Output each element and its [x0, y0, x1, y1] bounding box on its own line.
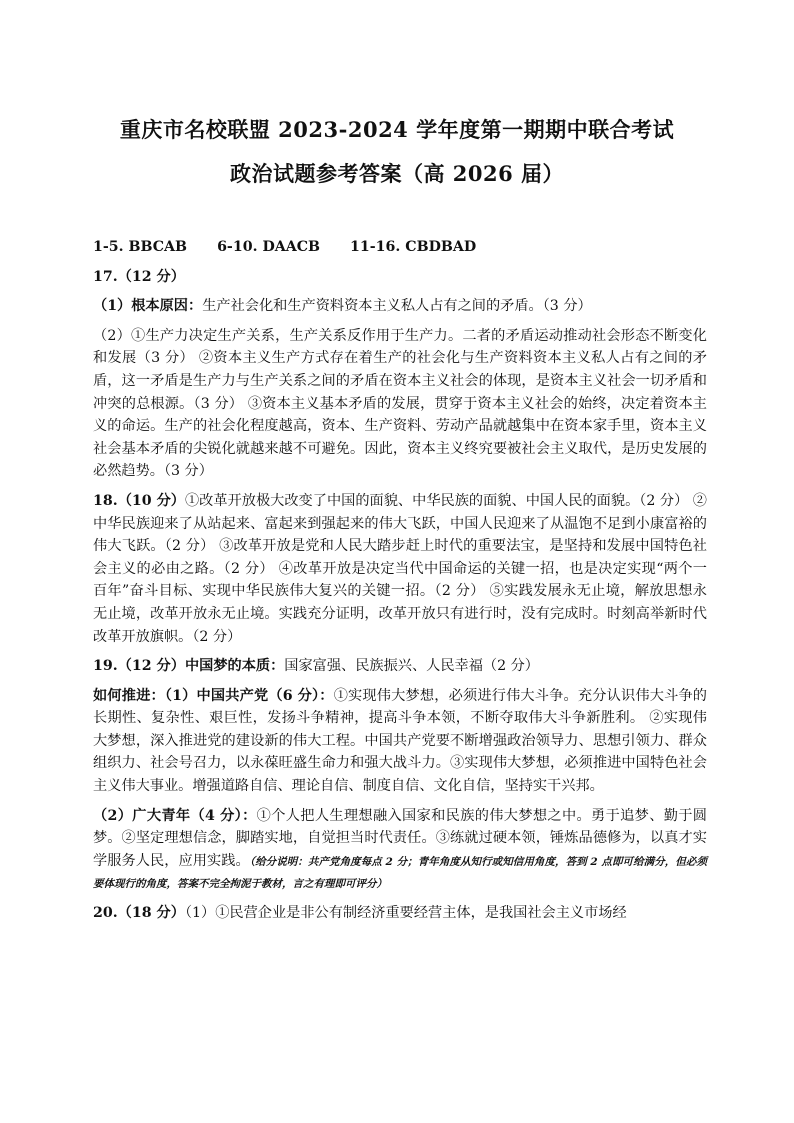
mc-answer-group: 1-5. BBCAB — [93, 239, 188, 255]
q18-header: 18.（10 分） — [93, 492, 185, 509]
q19-how-text: ①实现伟大梦想，必须进行伟大斗争。充分认识伟大斗争的长期性、复杂性、艰巨性，发扬斗争精神，提高斗争本领，不断夺取伟大斗争新胜利。 ②实现伟大梦想，深入推进党的建设新的伟大工程。中国共产党要不断增强政治领导力、思想引领力、群众组织力、社会号召力，以永葆旺盛生命力和强大战斗力。③实现伟大梦想，必须推进中国特色社会主义伟大事业。增强道路自信、理论自信、制度自信、文化自信，坚持实干兴邦。 — [93, 687, 707, 795]
page-title: 重庆市名校联盟 2023-2024 学年度第一期期中联合考试 — [119, 117, 675, 142]
q19-youth — [93, 805, 707, 895]
q20-answer — [93, 902, 707, 925]
q19-essence-label: 中国梦的本质： — [184, 658, 285, 675]
q19-essence-text: 国家富强、民族振兴、人民幸福（2 分） — [284, 658, 539, 675]
multiple-choice-answers — [93, 236, 707, 259]
mc-answer-group: 6-10. DAACB — [217, 239, 321, 255]
q19-scoring-note: （给分说明：共产党角度每点 2 分；青年角度从知行或知信用角度，答到 2 点即可给满分，但必须要体现行的角度，答案不完全拘泥于教材，言之有理即可评分） — [93, 855, 707, 891]
mc-answer-group: 11-16. CBDBAD — [350, 239, 477, 255]
q19-how-label: 如何推进：（1）中国共产党（6 分）： — [93, 687, 334, 704]
q17-header: 17.（12 分） — [93, 268, 185, 285]
q17-part2: （2）①生产力决定生产关系，生产关系反作用于生产力。二者的矛盾运动推动社会形态不断变化和发展（3 分） ②资本主义生产方式存在着生产的社会化与生产资料资本主义私人占有之间的矛盾，这一矛盾是生产力与生产关系之间的矛盾在资本主义社会的体现，是资本主义社会一切矛盾和冲突的总根源。（3 分） ③资本主义基本矛盾的发展，贯穿于资本主义社会的始终，决定着资本主义的命运。生产的社会化程度越高，资本、生产资料、劳动产品就越集中在资本家手里，资本主义社会基本矛盾的尖锐化就越来越不可避免。因此，资本主义终究要被社会主义取代，是历史发展的必然趋势。（3 分） — [93, 327, 707, 480]
q20-text: （1）①民营企业是非公有制经济重要经营主体，是我国社会主义市场经 — [184, 905, 627, 922]
q19-how — [93, 685, 707, 798]
q20-header: 20.（18 分） — [93, 905, 185, 922]
q19-essence — [93, 655, 707, 678]
q18-answer — [93, 490, 707, 648]
q17-part1 — [93, 295, 707, 318]
page-subtitle: 政治试题参考答案（高 2026 届） — [229, 161, 565, 186]
q19-youth-text: ①个人把人生理想融入国家和民族的伟大梦想之中。勇于追梦、勤于圆梦。②坚定理想信念，脚踏实地，自觉担当时代责任。③练就过硬本领，锤炼品德修为，以真才实学服务人民，应用实践。 — [93, 807, 707, 869]
q18-text: ①改革开放极大改变了中国的面貌、中华民族的面貌、中国人民的面貌。（2 分） ②中华民族迎来了从站起来、富起来到强起来的伟大飞跃，中国人民迎来了从温饱不足到小康富裕的伟大飞跃。（2 分） ③改革开放是党和人民大踏步赶上时代的重要法宝，是坚持和发展中国特色社会主义的必由之路。（2 分） ④改革开放是决定当代中国命运的关键一招，也是决定实现“两个一百年”奋斗目标、实现中华民族伟大复兴的关键一招。（2 分） ⑤实践发展永无止境，解放思想永无止境，改革开放永无止境。实践充分证明，改革开放只有进行时，没有完成时。时刻高举新时代改革开放旗帜。（2 分） — [93, 492, 707, 645]
q17-part1-text: 生产社会化和生产资料资本主义私人占有之间的矛盾。（3 分） — [202, 298, 592, 315]
q19-header: 19.（12 分） — [93, 658, 185, 675]
q17-part1-label: （1）根本原因： — [93, 298, 203, 315]
q19-youth-label: （2）广大青年（4 分）： — [93, 807, 257, 824]
answer-content — [93, 236, 707, 932]
